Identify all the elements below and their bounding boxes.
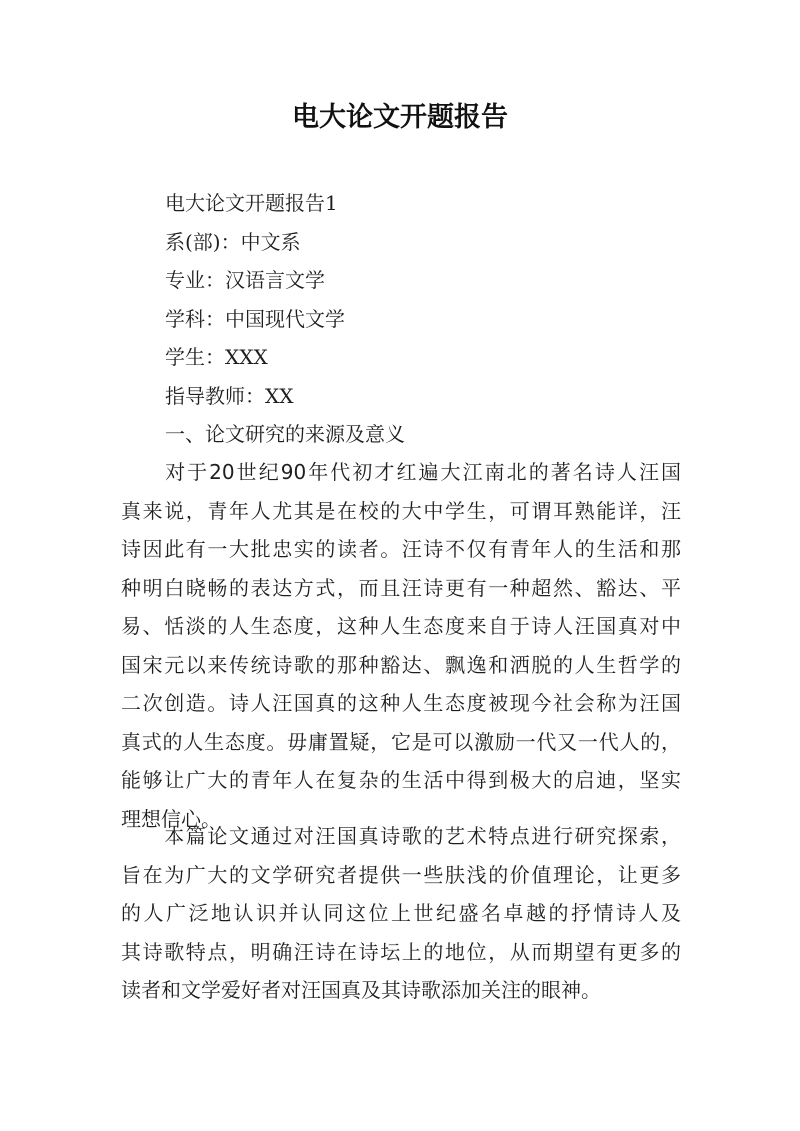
paragraph-line: 理想信心。: [121, 806, 221, 831]
paragraph-line: 对于20世纪90年代初才红遍大江南北的著名诗人汪国: [121, 460, 681, 484]
paragraph-line: 诗因此有一大批忠实的读者。汪诗不仅有青年人的生活和那: [121, 537, 681, 561]
paragraph-1: [121, 453, 681, 838]
paragraph-2: [121, 817, 681, 1010]
paragraph-line: 能够让广大的青年人在复杂的生活中得到极大的启迪，坚实: [121, 768, 681, 792]
paragraph-line: 二次创造。诗人汪国真的这种人生态度被现今社会称为汪国: [121, 691, 681, 715]
student-line: 学生：XXX: [165, 345, 268, 369]
paragraph-line: 种明白晓畅的表达方式，而且汪诗更有一种超然、豁达、平: [121, 575, 681, 600]
paragraph-line: 国宋元以来传统诗歌的那种豁达、飘逸和洒脱的人生哲学的: [121, 652, 681, 677]
paragraph-line: 读者和文学爱好者对汪国真及其诗歌添加关注的眼神。: [121, 978, 601, 1002]
paragraph-line: 本篇论文通过对汪国真诗歌的艺术特点进行研究探索，: [121, 824, 681, 848]
paragraph-line: 的人广泛地认识并认同这位上世纪盛名卓越的抒情诗人及: [121, 901, 681, 925]
advisor-line: 指导教师：XX: [165, 383, 294, 408]
department-line: 系(部)：中文系: [165, 229, 301, 254]
paragraph-line: 真来说，青年人尤其是在校的大中学生，可谓耳熟能详，汪: [121, 498, 681, 523]
major-line: 专业：汉语言文学: [165, 268, 325, 292]
paragraph-line: 真式的人生态度。毋庸置疑，它是可以激励一代又一代人的，: [121, 729, 681, 754]
report-subtitle: 电大论文开题报告1: [165, 191, 338, 215]
paragraph-line: 其诗歌特点，明确汪诗在诗坛上的地位，从而期望有更多的: [121, 939, 681, 964]
paragraph-line: 旨在为广大的文学研究者提供一些肤浅的价值理论，让更多: [121, 862, 681, 887]
document-title: 电大论文开题报告: [292, 102, 508, 133]
report-meta: [165, 184, 685, 454]
section-heading: 一、论文研究的来源及意义: [165, 422, 405, 446]
paragraph-line: 易、恬淡的人生态度，这种人生态度来自于诗人汪国真对中: [121, 614, 681, 638]
subject-line: 学科：中国现代文学: [165, 306, 345, 331]
